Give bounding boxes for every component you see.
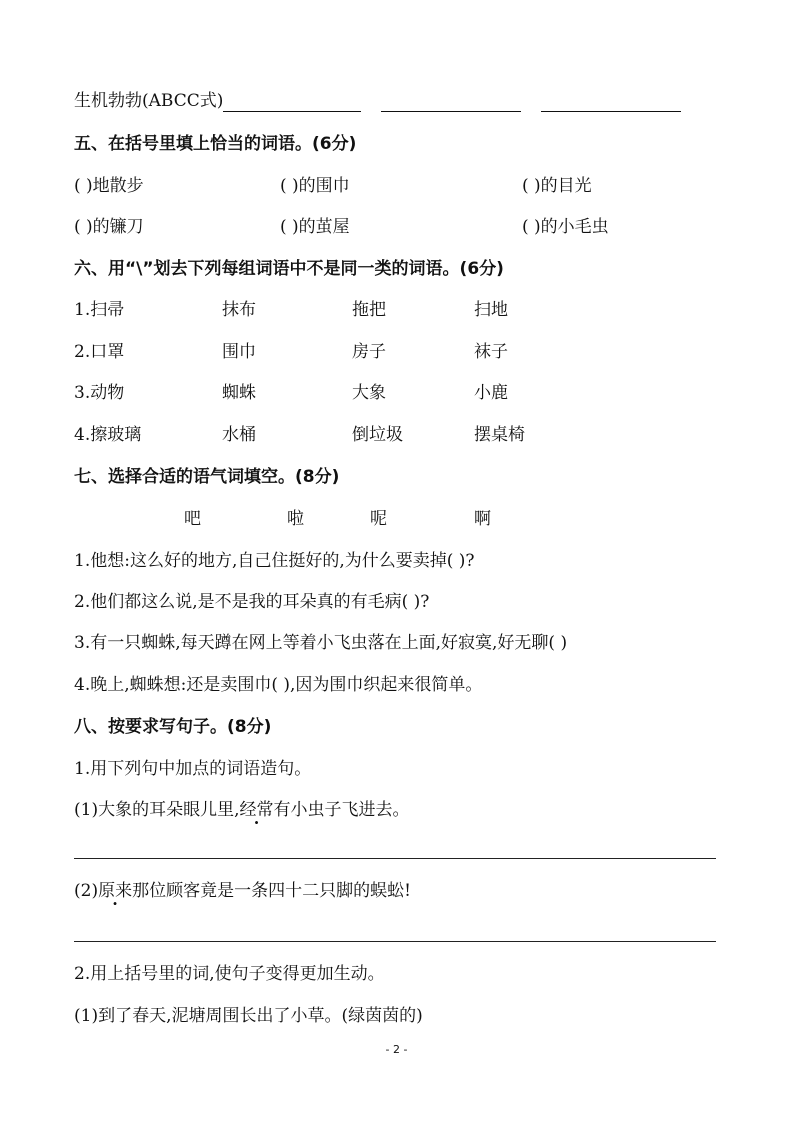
fill-item[interactable]: ( )的小毛虫: [522, 217, 609, 237]
question-1-prompt: 1.用下列句中加点的词语造句。: [74, 759, 312, 779]
sentence-part: (1)大象的耳朵眼儿里,: [74, 800, 240, 820]
fill-item[interactable]: ( )的茧屋: [280, 217, 350, 237]
answer-blank[interactable]: [541, 95, 681, 112]
sentence-part: (2): [74, 881, 99, 901]
word-item[interactable]: 扫地: [474, 300, 508, 320]
word-item: 1.扫帚: [74, 300, 125, 320]
dotted-word: 经常: [239, 800, 274, 820]
answer-blank[interactable]: [381, 95, 521, 112]
section-6-heading: 六、用“\”划去下列每组词语中不是同一类的词语。(6分): [74, 259, 504, 279]
answer-blank[interactable]: [223, 95, 361, 112]
abcc-label: 生机勃勃(ABCC式): [74, 91, 224, 111]
dotted-word: 原来: [98, 881, 133, 901]
word-item[interactable]: 袜子: [474, 342, 508, 362]
word-item: 2.口罩: [74, 342, 125, 362]
word-item: 3.动物: [74, 383, 125, 403]
word-item[interactable]: 蜘蛛: [222, 383, 256, 403]
word-item[interactable]: 水桶: [222, 425, 256, 445]
word-item[interactable]: 拖把: [352, 300, 386, 320]
word-item[interactable]: 倒垃圾: [352, 425, 403, 445]
fill-item[interactable]: ( )的镰刀: [74, 217, 144, 237]
particle-question[interactable]: 3.有一只蜘蛛,每天蹲在网上等着小飞虫落在上面,好寂寞,好无聊( ): [74, 633, 568, 653]
word-item: 4.擦玻璃: [74, 425, 142, 445]
word-item[interactable]: 大象: [352, 383, 386, 403]
fill-item[interactable]: ( )的目光: [522, 176, 592, 196]
particle-option: 啦: [287, 509, 304, 529]
particle-question[interactable]: 4.晚上,蜘蛛想:还是卖围巾( ),因为围巾织起来很简单。: [74, 675, 483, 695]
fill-item[interactable]: ( )地散步: [74, 176, 144, 196]
particle-option: 啊: [474, 509, 491, 529]
question-2-prompt: 2.用上括号里的词,使句子变得更加生动。: [74, 964, 385, 984]
particle-option: 吧: [184, 509, 201, 529]
particle-question[interactable]: 1.他想:这么好的地方,自己住挺好的,为什么要卖掉( )?: [74, 551, 475, 571]
question-2-1: (1)到了春天,泥塘周围长出了小草。(绿茵茵的): [74, 1006, 423, 1026]
question-1-2: [74, 880, 411, 902]
section-8-heading: 八、按要求写句子。(8分): [74, 717, 272, 737]
abcc-question: [74, 90, 681, 112]
answer-line[interactable]: [74, 941, 716, 942]
section-7-heading: 七、选择合适的语气词填空。(8分): [74, 467, 340, 487]
word-item[interactable]: 围巾: [222, 342, 256, 362]
word-item[interactable]: 小鹿: [474, 383, 508, 403]
question-1-1: [74, 799, 409, 821]
answer-line[interactable]: [74, 858, 716, 859]
page-number: - 2 -: [385, 1043, 408, 1056]
word-item[interactable]: 摆桌椅: [474, 425, 525, 445]
fill-item[interactable]: ( )的围巾: [280, 176, 350, 196]
sentence-part: 那位顾客竟是一条四十二只脚的蜈蚣!: [132, 881, 411, 901]
sentence-part: 有小虫子飞进去。: [273, 800, 410, 820]
section-5-heading: 五、在括号里填上恰当的词语。(6分): [74, 134, 357, 154]
particle-question[interactable]: 2.他们都这么说,是不是我的耳朵真的有毛病( )?: [74, 592, 430, 612]
word-item[interactable]: 抹布: [222, 300, 256, 320]
word-item[interactable]: 房子: [352, 342, 386, 362]
particle-option: 呢: [370, 509, 387, 529]
